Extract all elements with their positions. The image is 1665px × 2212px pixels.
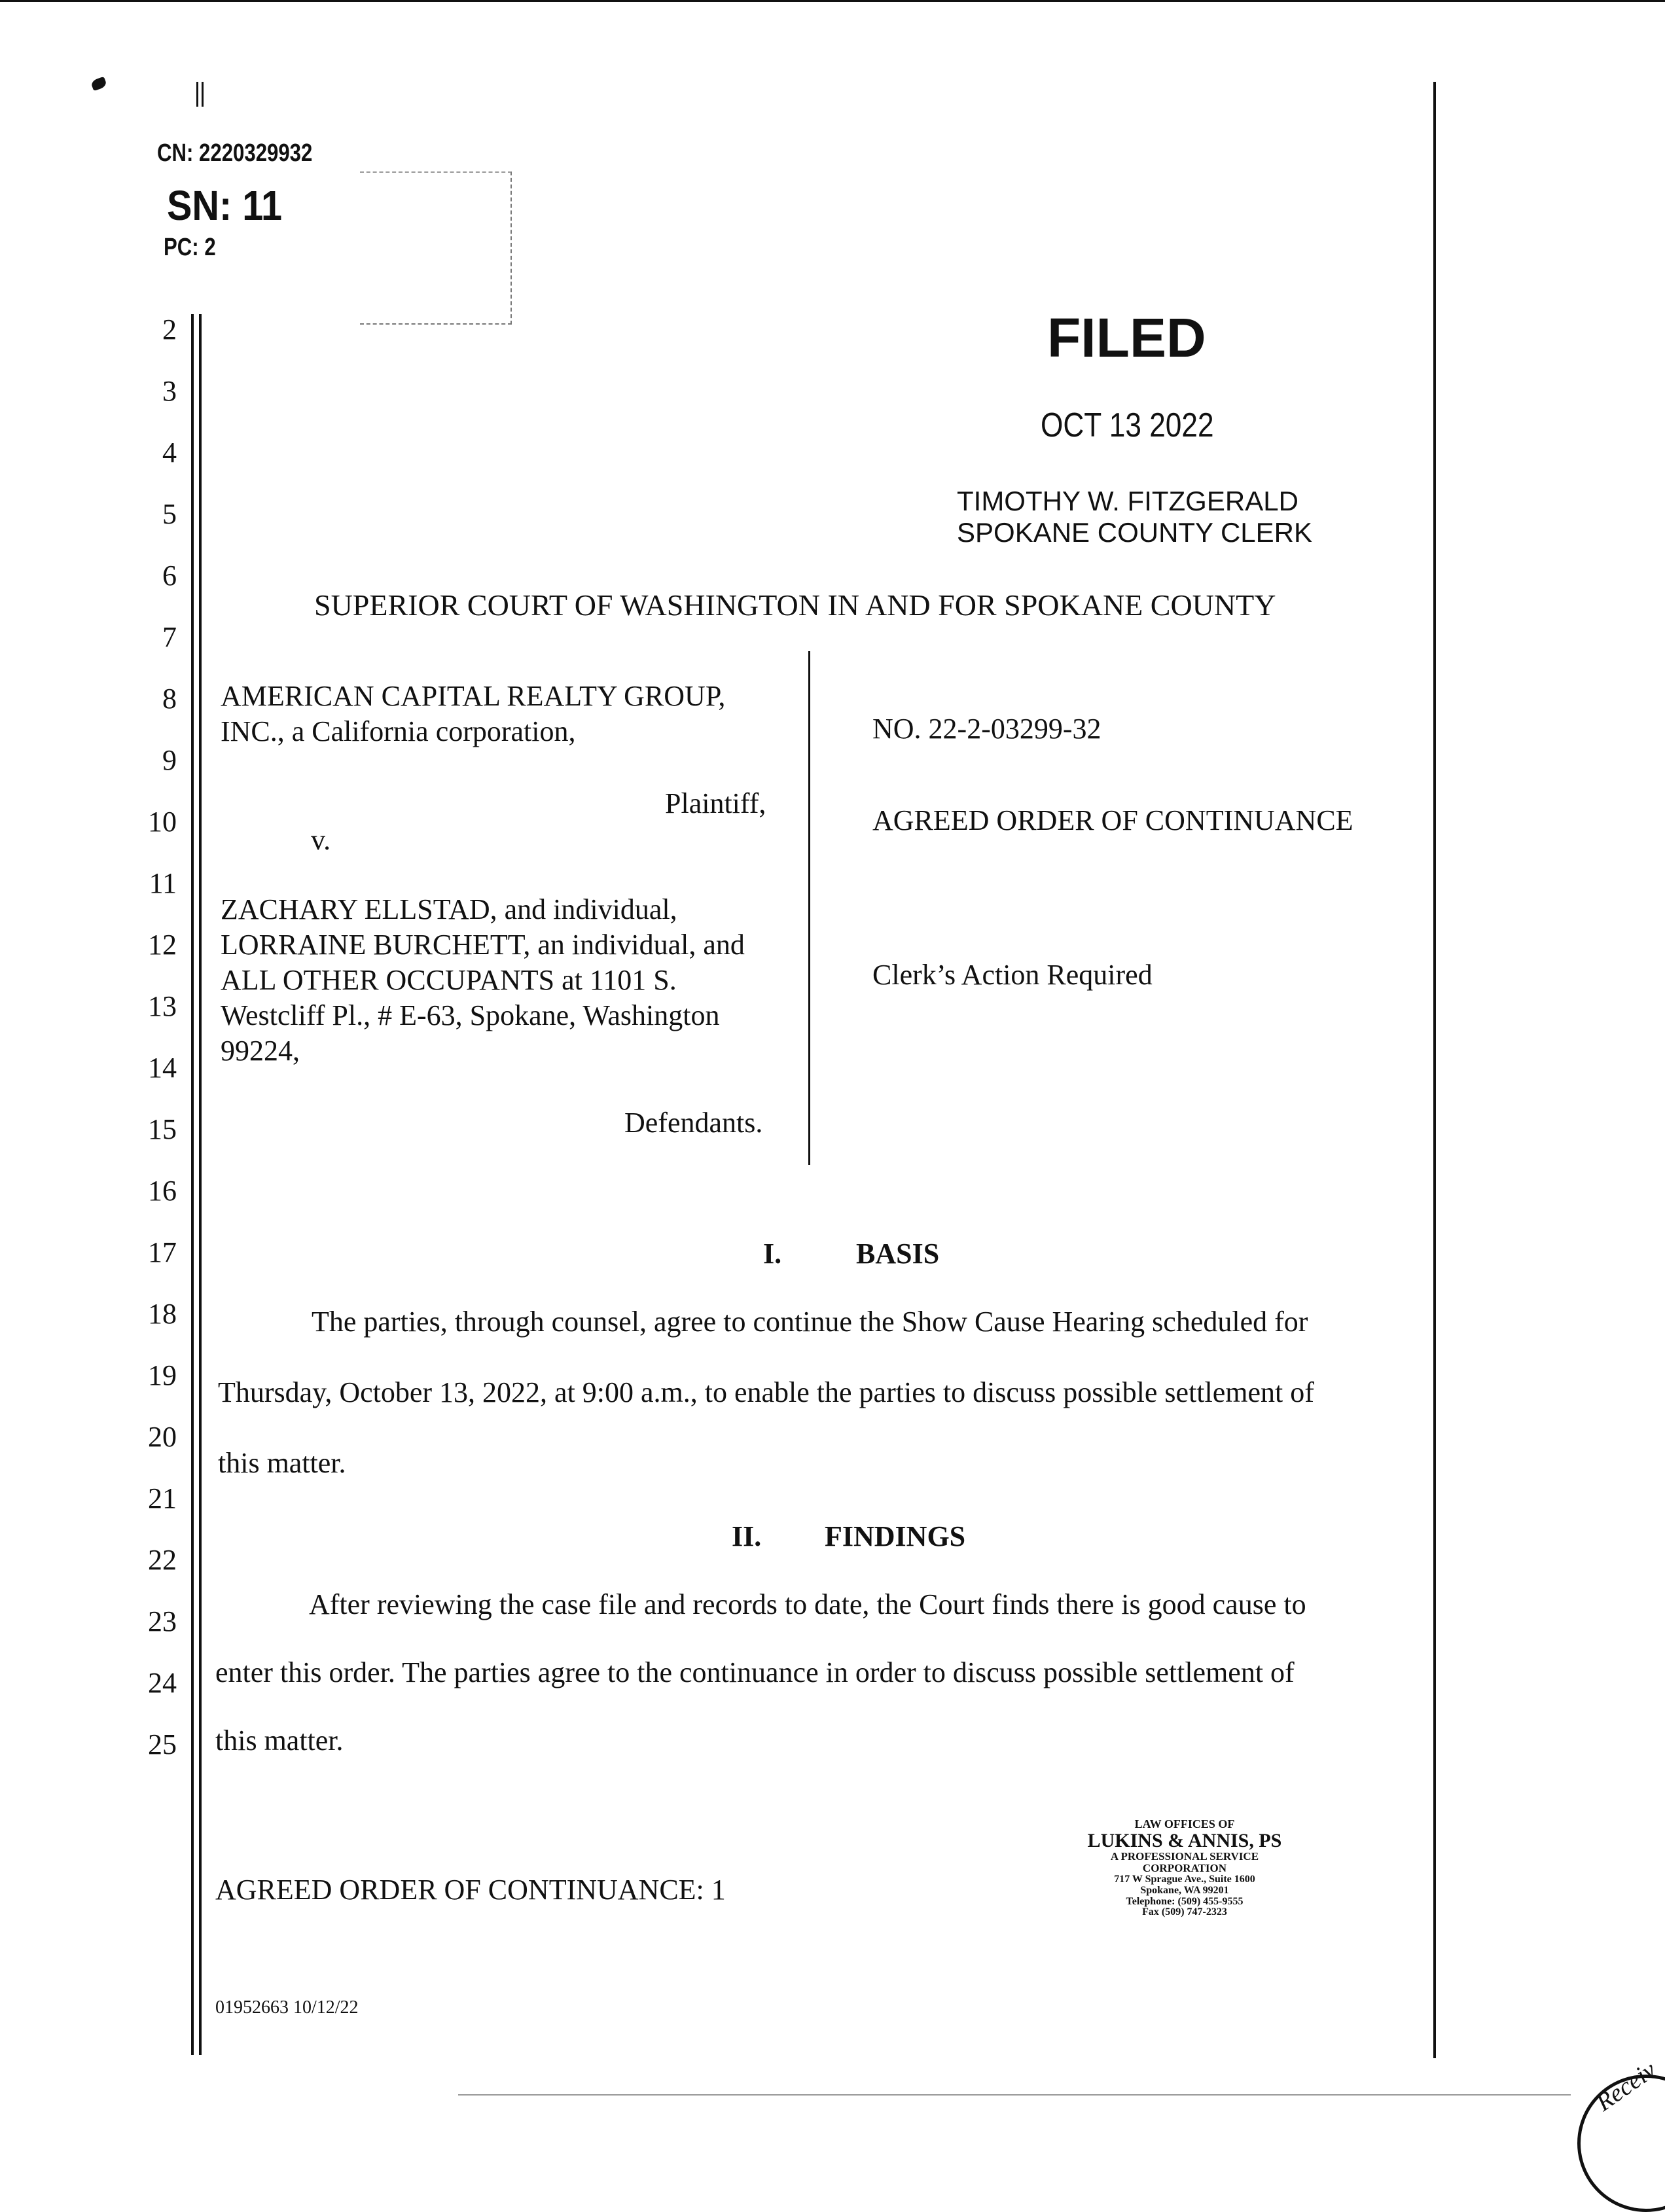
defendants-label: Defendants. [624, 1107, 763, 1139]
defendant-line-3: ALL OTHER OCCUPANTS at 1101 S. [221, 964, 677, 996]
line-number: 2 [162, 313, 177, 346]
line-number: 9 [162, 744, 177, 776]
line-number: 21 [148, 1482, 177, 1514]
section-1-heading: BASIS [856, 1238, 940, 1270]
received-stamp-text: Receiv [1590, 2056, 1661, 2117]
line-number: 20 [148, 1421, 177, 1453]
law-offices-of: LAW OFFICES OF [1134, 1817, 1235, 1830]
page-top-border [0, 0, 1665, 2]
footer-title: AGREED ORDER OF CONTINUANCE: 1 [215, 1874, 726, 1906]
filed-stamp-heading: FILED [1047, 307, 1206, 368]
plaintiff-name-line-2: INC., a California corporation, [221, 715, 576, 747]
caption-divider [808, 651, 810, 1165]
line-number: 7 [162, 621, 177, 653]
firm-address-2: Spokane, WA 99201 [1140, 1884, 1229, 1896]
plaintiff-label: Plaintiff, [665, 787, 766, 819]
barcode-cn: CN: 2220329932 [157, 139, 313, 167]
clerk-action-required: Clerk’s Action Required [872, 959, 1153, 991]
document-title: AGREED ORDER OF CONTINUANCE [872, 804, 1353, 836]
firm-type: A PROFESSIONAL SERVICE CORPORATION [1110, 1850, 1259, 1875]
bottom-scan-line [458, 2094, 1571, 2096]
filed-stamp-clerk-name: TIMOTHY W. FITZGERALD [957, 486, 1298, 516]
line-number: 10 [148, 806, 177, 838]
section-2-line-3: this matter. [215, 1724, 344, 1757]
defendant-line-5: 99224, [221, 1035, 300, 1067]
top-margin-tick [196, 82, 198, 107]
line-number: 6 [162, 560, 177, 592]
line-number: 17 [148, 1236, 177, 1268]
barcode-sn: SN: 11 [167, 182, 283, 229]
line-number: 3 [162, 375, 177, 407]
section-1-numeral: I. [763, 1238, 782, 1270]
defendant-line-4: Westcliff Pl., # E-63, Spokane, Washington [221, 999, 720, 1031]
line-number: 12 [148, 929, 177, 961]
line-number: 14 [148, 1052, 177, 1084]
line-number: 16 [148, 1175, 177, 1207]
right-margin-rule [1433, 82, 1436, 2058]
section-1-line-3: this matter. [218, 1447, 346, 1479]
line-number: 23 [148, 1605, 177, 1637]
line-number: 5 [162, 498, 177, 530]
filed-stamp-clerk-title: SPOKANE COUNTY CLERK [957, 517, 1313, 548]
line-number: 15 [148, 1113, 177, 1145]
versus: v. [311, 824, 331, 856]
section-2-line-2: enter this order. The parties agree to the continuance in order to discuss possible settlement of [215, 1656, 1295, 1688]
left-margin-rule-inner [199, 314, 202, 2055]
plaintiff-name-line-1: AMERICAN CAPITAL REALTY GROUP, [221, 680, 726, 712]
section-2-heading: FINDINGS [825, 1520, 966, 1552]
firm-address-1: 717 W Sprague Ave., Suite 1600 [1114, 1874, 1255, 1885]
line-number: 18 [148, 1298, 177, 1330]
law-firm-block [1086, 1818, 1283, 1918]
top-margin-tick-2 [202, 82, 204, 107]
defendant-line-1: ZACHARY ELLSTAD, and individual, [221, 893, 677, 925]
line-number: 19 [148, 1359, 177, 1391]
line-number: 11 [149, 867, 177, 899]
footer-doc-id: 01952663 10/12/22 [215, 1997, 359, 2018]
firm-telephone: Telephone: (509) 455-9555 [1126, 1895, 1244, 1907]
line-number: 8 [162, 683, 177, 715]
filed-stamp-date: OCT 13 2022 [1041, 406, 1214, 444]
section-2-numeral: II. [732, 1520, 762, 1552]
section-1-line-1: The parties, through counsel, agree to continue the Show Cause Hearing scheduled for [312, 1306, 1308, 1338]
defendant-line-2: LORRAINE BURCHETT, an individual, and [221, 929, 745, 961]
line-number: 25 [148, 1728, 177, 1760]
section-1-line-2: Thursday, October 13, 2022, at 9:00 a.m., to enable the parties to discuss possible settlement of [218, 1376, 1314, 1408]
section-2-line-1: After reviewing the case file and records to date, the Court finds there is good cause to [309, 1588, 1306, 1620]
line-number: 13 [148, 990, 177, 1022]
line-number: 4 [162, 437, 177, 469]
case-number: NO. 22-2-03299-32 [872, 713, 1101, 745]
barcode-pc: PC: 2 [164, 234, 216, 261]
firm-name: LUKINS & ANNIS, PS [1087, 1829, 1282, 1851]
left-margin-rule-outer [191, 314, 194, 2055]
firm-fax: Fax (509) 747-2323 [1142, 1906, 1227, 1918]
received-stamp [1577, 2056, 1665, 2212]
scan-mark-dot [90, 77, 107, 92]
line-number: 24 [148, 1667, 177, 1699]
line-number: 22 [148, 1544, 177, 1576]
court-title: SUPERIOR COURT OF WASHINGTON IN AND FOR SPOKANE COUNTY [314, 588, 1276, 622]
label-dashed-box [360, 171, 512, 325]
